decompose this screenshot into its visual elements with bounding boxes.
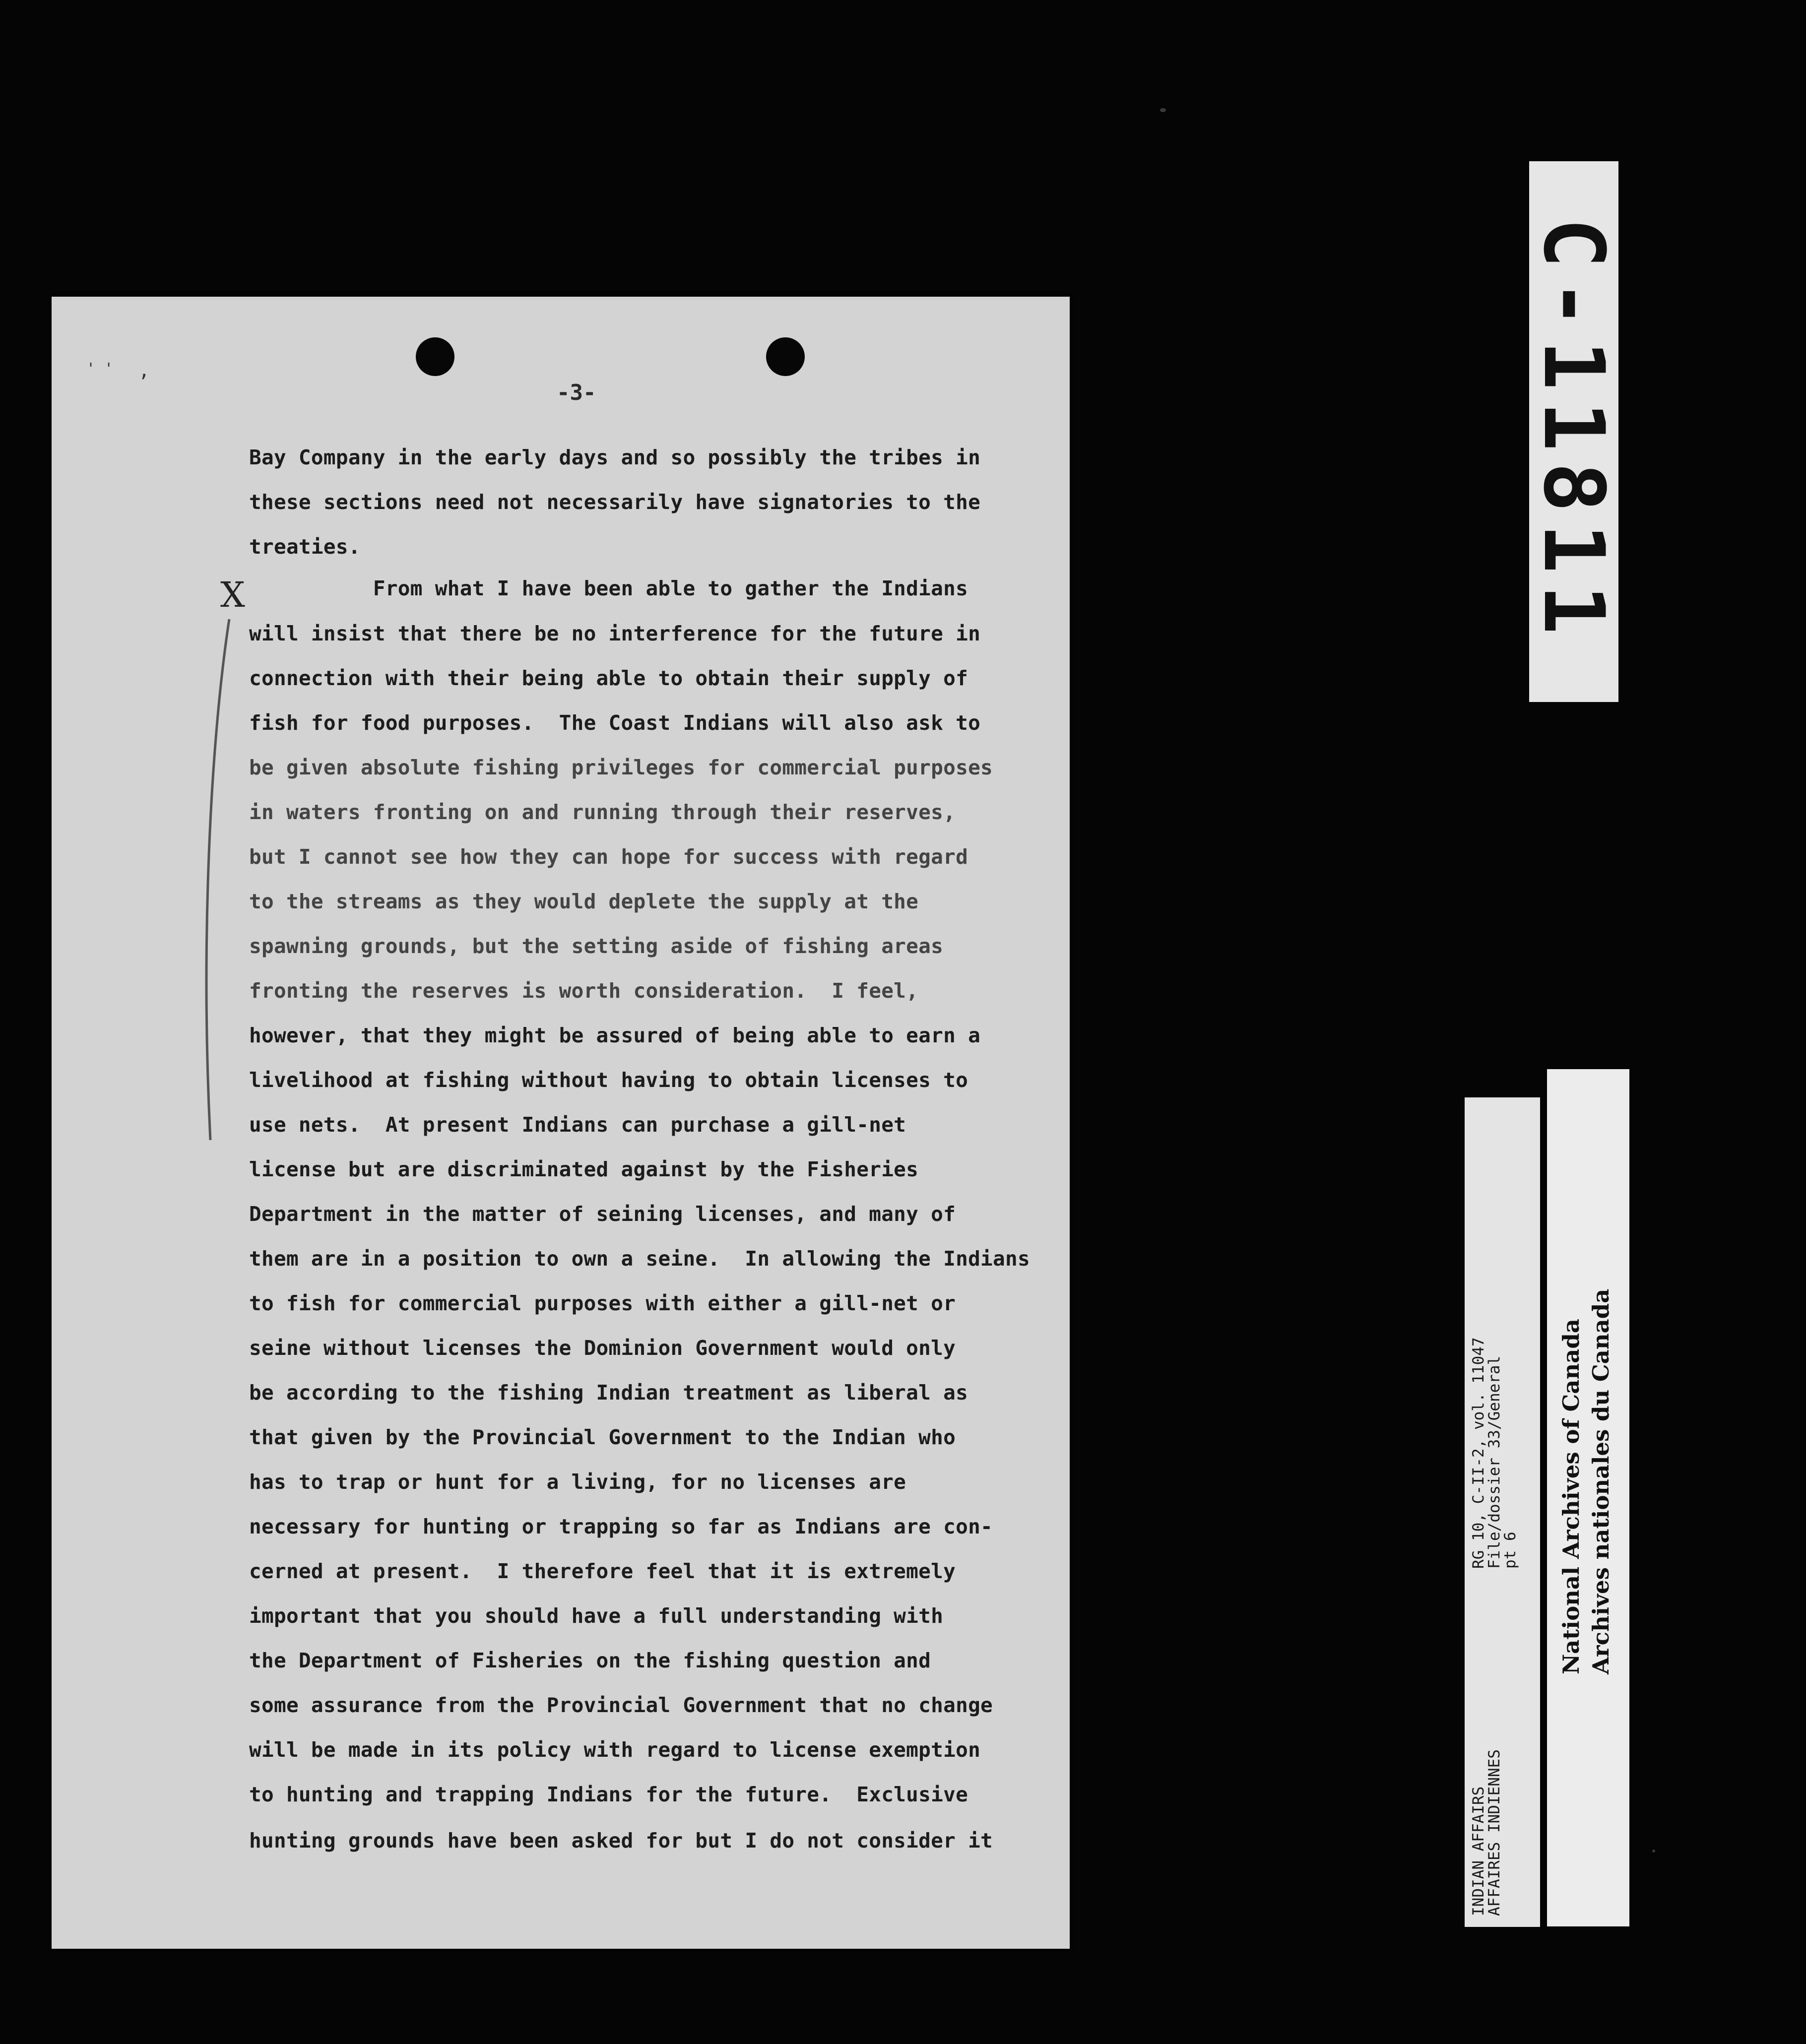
national-archives-label [1547,1069,1629,1926]
text-line: license but are discriminated against by the Fisheries [249,1157,919,1181]
text-line: be according to the fishing Indian treatment as liberal as [249,1381,968,1405]
text-line: connection with their being able to obtain their supply of [249,666,968,690]
text-line: use nets. At present Indians can purchase a gill-net [249,1113,906,1137]
reel-number-label [1525,161,1622,702]
part-number: pt 6 [1501,1532,1519,1569]
text-line: to hunting and trapping Indians for the future. Exclusive [249,1783,968,1806]
page-number: -3- [557,380,596,405]
text-line: will insist that there be no interference for the future in [249,622,981,645]
text-line: livelihood at fishing without having to obtain licenses to [249,1068,968,1092]
text-line: important that you should have a full understanding with [249,1604,944,1628]
text-line: these sections need not necessarily have signatories to the [249,490,981,514]
dept-en: INDIAN AFFAIRS [1470,1786,1487,1916]
text-line: that given by the Provincial Government to the Indian who [249,1425,956,1449]
film-speck [1160,108,1166,112]
text-line: the Department of Fisheries on the fishing question and [249,1649,931,1672]
reel-number: C-11811 [1525,217,1622,646]
text-line: spawning grounds, but the setting aside of fishing areas [249,934,944,958]
text-line: however, that they might be assured of being able to earn a [249,1023,981,1047]
text-line: them are in a position to own a seine. In allowing the Indians [249,1247,1030,1271]
text-line: be given absolute fishing privileges for commercial purposes [249,756,993,779]
text-line: will be made in its policy with regard to license exemption [249,1738,981,1762]
archive-reference-label [1465,1097,1540,1927]
text-line: treaties. [249,535,361,559]
document-page [52,297,1070,1949]
dept-fr: AFFAIRES INDIENNES [1485,1749,1503,1916]
text-line: but I cannot see how they can hope for success with regard [249,845,968,869]
stray-mark: , [138,359,150,381]
film-speck [1652,1850,1655,1852]
text-line: From what I have been able to gather the Indians [249,576,968,600]
stray-mark: ' ' [86,360,114,378]
text-line: cerned at present. I therefore feel that it is extremely [249,1559,956,1583]
text-line: seine without licenses the Dominion Government would only [249,1336,956,1360]
text-line: some assurance from the Provincial Government that no change [249,1693,993,1717]
archive-name-en: National Archives of Canada [1558,1319,1584,1674]
text-line: Department in the matter of seining licenses, and many of [249,1202,956,1226]
file-dossier: File/dossier 33/General [1485,1355,1503,1569]
record-group: RG 10, C-II-2, vol. 11047 [1470,1337,1487,1569]
text-line: fronting the reserves is worth consideration. I feel, [249,979,919,1003]
text-line: hunting grounds have been asked for but I do not consider it [249,1829,993,1852]
archive-name-fr: Archives nationales du Canada [1588,1288,1614,1674]
text-line: has to trap or hunt for a living, for no licenses are [249,1470,906,1494]
text-line: fish for food purposes. The Coast Indians will also ask to [249,711,981,735]
text-line: necessary for hunting or trapping so far as Indians are con- [249,1515,993,1538]
text-line: to fish for commercial purposes with either a gill-net or [249,1291,956,1315]
text-line: to the streams as they would deplete the supply at the [249,890,919,913]
text-line: Bay Company in the early days and so possibly the tribes in [249,446,981,469]
text-line: in waters fronting on and running through their reserves, [249,800,956,824]
margin-x-mark: X [220,575,245,615]
